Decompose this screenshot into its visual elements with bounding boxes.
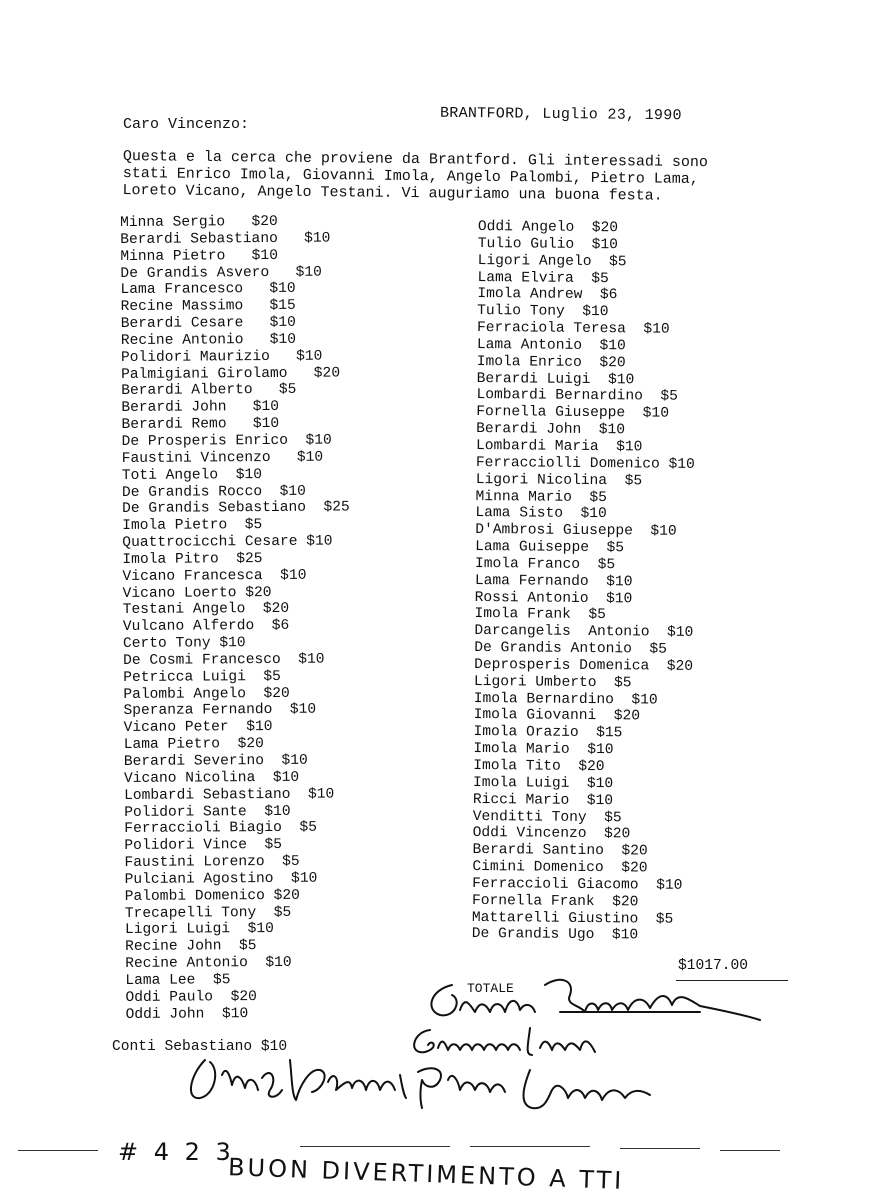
donor-entry: Recine Massimo $15 xyxy=(120,297,296,316)
donor-entry: Trecapelli Tony $5 xyxy=(124,904,292,922)
donor-entry: Palombi Angelo $20 xyxy=(123,685,290,703)
donor-entry: Deprosperis Domenica $20 xyxy=(474,656,694,675)
footer-rule xyxy=(620,1148,700,1149)
donor-entry: Fornella Giuseppe $10 xyxy=(476,404,670,422)
donor-entry: Lama Elvira $5 xyxy=(477,269,609,287)
donor-entry: Recine John $5 xyxy=(125,938,257,956)
intro-line: stati Enrico Imola, Giovanni Imola, Angelo Palombi, Pietro Lama, xyxy=(122,164,699,189)
donor-entry: D'Ambrosi Giuseppe $10 xyxy=(475,522,677,540)
donor-entry: Berardi Santino $20 xyxy=(472,842,648,860)
donor-entry: Recine Antonio $10 xyxy=(120,331,297,349)
intro-line: Loreto Vicano, Angelo Testani. Vi auguriamo una buona festa. xyxy=(122,181,663,205)
donor-entry: Lombardi Sebastiano $10 xyxy=(123,786,335,804)
signature-giovanni-imola xyxy=(414,1028,595,1055)
donor-entry: Imola Pietro $5 xyxy=(122,517,263,535)
donor-entry: Imola Bernardino $10 xyxy=(473,690,658,709)
donor-entry: Lama Pietro $20 xyxy=(123,736,264,754)
donor-entry: Oddi Paulo $20 xyxy=(125,988,257,1006)
donor-entry: Vicano Peter $10 xyxy=(123,719,273,737)
donor-entry: Pulciani Agostino $10 xyxy=(124,870,318,888)
donor-entry: Vulcano Alferdo $6 xyxy=(122,618,290,636)
donor-entry: Cimini Domenico $20 xyxy=(472,859,648,877)
donor-entry: Fornella Frank $20 xyxy=(471,892,639,911)
donor-entry: Lombardi Bernardino $5 xyxy=(476,387,678,406)
donor-entry: Tulio Gulio $10 xyxy=(477,235,618,254)
donor-last-entry: Conti Sebastiano $10 xyxy=(112,1039,288,1055)
donor-entry: Toti Angelo $10 xyxy=(121,466,262,484)
donor-entry: Ricci Mario $10 xyxy=(472,791,614,809)
donor-entry: Lama Sisto $10 xyxy=(475,505,607,523)
footer-rule xyxy=(470,1146,590,1147)
donor-entry: Faustini Lorenzo $5 xyxy=(124,853,300,872)
footer-code: # 4 2 3 xyxy=(118,1138,235,1166)
donor-entry: Imola Giovanni $20 xyxy=(473,707,641,725)
footer-note: BUON DIVERTIMENTO A TTI xyxy=(227,1153,625,1195)
donor-entry: Imola Enrico $20 xyxy=(476,353,626,372)
donor-entry: Berardi Remo $10 xyxy=(121,416,280,434)
donor-entry: Imola Pitro $25 xyxy=(122,550,263,568)
donor-entry: Minna Sergio $20 xyxy=(120,213,278,231)
donor-entry: Faustini Vincenzo $10 xyxy=(121,449,324,467)
donor-entry: Ferraccioli Biagio $5 xyxy=(124,820,318,838)
donor-entry: Minna Pietro $10 xyxy=(120,247,278,265)
donor-entry: Ferracciolli Domenico $10 xyxy=(475,454,695,473)
donor-entry: De Prosperis Enrico $10 xyxy=(121,432,332,450)
donor-entry: Tulio Tony $10 xyxy=(477,303,609,321)
donor-entry: Ligori Nicolina $5 xyxy=(475,471,643,490)
donor-entry: Berardi Sebastiano $10 xyxy=(120,230,331,248)
donor-entry: Imola Mario $10 xyxy=(473,741,614,759)
donor-entry: Berardi John $10 xyxy=(476,421,626,439)
signature-pietro-lama xyxy=(418,1068,650,1108)
footer-rule xyxy=(720,1150,780,1151)
donor-entry: Berardi Luigi $10 xyxy=(476,370,635,388)
donor-entry: Lombardi Maria $10 xyxy=(475,437,643,456)
donor-entry: De Grandis Rocco $10 xyxy=(121,483,306,501)
intro-line: Questa e la cerca che proviene da Brantford. Gli interessadi sono xyxy=(122,148,709,172)
donor-entry: Ferraciola Teresa $10 xyxy=(476,320,670,338)
footer-rule xyxy=(18,1150,98,1151)
donor-entry: Testani Angelo $20 xyxy=(122,601,290,619)
donor-entry: Lama Guiseppe $5 xyxy=(475,539,625,557)
donor-entry: Vicano Loerto $20 xyxy=(122,584,272,602)
donor-entry: De Grandis Asvero $10 xyxy=(120,264,322,282)
donor-entry: Polidori Vince $5 xyxy=(124,837,283,855)
donor-entry: Berardi Alberto $5 xyxy=(121,382,297,400)
donor-entry: Oddi Vincenzo $20 xyxy=(472,825,631,843)
donor-entry: Ferraccioli Giacomo $10 xyxy=(472,875,683,894)
total-amount: $1017.00 xyxy=(678,958,749,974)
donor-entry: Mattarelli Giustino $5 xyxy=(471,909,674,928)
donor-entry: Imola Tito $20 xyxy=(473,757,605,776)
donor-entry: De Grandis Sebastiano $25 xyxy=(121,499,350,518)
donor-entry: Imola Orazio $15 xyxy=(473,724,623,742)
signature-enrico-imola xyxy=(431,980,760,1020)
donor-entry: Imola Andrew $6 xyxy=(477,286,618,304)
donor-entry: Lama Fernando $10 xyxy=(474,572,633,591)
donor-entry: Ligori Angelo $5 xyxy=(477,252,627,270)
donor-entry: Imola Franco $5 xyxy=(474,555,616,574)
donor-entry: Polidori Maurizio $10 xyxy=(120,348,323,366)
donor-entry: Imola Luigi $10 xyxy=(473,774,614,793)
city-date: BRANTFORD, Luglio 23, 1990 xyxy=(439,104,682,125)
donor-entry: Vicano Nicolina $10 xyxy=(123,769,300,787)
donor-entry: Quattrocicchi Cesare $10 xyxy=(122,533,333,552)
donor-entry: Oddi John $10 xyxy=(125,1005,249,1023)
salutation: Caro Vincenzo: xyxy=(123,116,250,133)
donor-entry: Berardi Cesare $10 xyxy=(120,314,296,333)
signature-angelo-palombi xyxy=(191,1060,406,1100)
donor-entry: Berardi Severino $10 xyxy=(123,752,308,770)
donor-entry: Ligori Luigi $10 xyxy=(124,921,274,939)
donor-entry: Palombi Domenico $20 xyxy=(124,887,300,905)
donor-entry: Minna Mario $5 xyxy=(475,488,608,506)
donor-entry: Berardi John $10 xyxy=(121,399,280,417)
footer-rule xyxy=(300,1146,450,1147)
donor-entry: Imola Frank $5 xyxy=(474,606,606,624)
donor-entry: De Cosmi Francesco $10 xyxy=(123,651,325,669)
donor-entry: Recine Antonio $10 xyxy=(125,954,292,973)
donor-entry: Lama Francesco $10 xyxy=(120,281,296,299)
donor-entry: Lama Lee $5 xyxy=(125,972,231,989)
donor-entry: Speranza Fernando $10 xyxy=(123,702,317,720)
donor-entry: Palmigiani Girolamo $20 xyxy=(121,365,341,383)
donor-entry: Lama Antonio $10 xyxy=(476,336,626,355)
donor-entry: Vicano Francesca $10 xyxy=(122,567,307,585)
total-label: TOTALE xyxy=(467,981,514,996)
donor-entry: De Grandis Ugo $10 xyxy=(471,926,639,944)
donor-entry: Darcangelis Antonio $10 xyxy=(474,623,694,642)
donor-entry: Oddi Angelo $20 xyxy=(477,219,619,237)
donor-entry: Certo Tony $10 xyxy=(122,635,246,653)
donor-entry: Ligori Umberto $5 xyxy=(473,673,632,692)
donor-entry: Petricca Luigi $5 xyxy=(123,668,281,686)
donor-entry: Polidori Sante $10 xyxy=(124,803,291,821)
donor-entry: Venditti Tony $5 xyxy=(472,808,622,826)
donor-entry: Rossi Antonio $10 xyxy=(474,589,633,607)
donor-entry: De Grandis Antonio $5 xyxy=(474,640,667,658)
